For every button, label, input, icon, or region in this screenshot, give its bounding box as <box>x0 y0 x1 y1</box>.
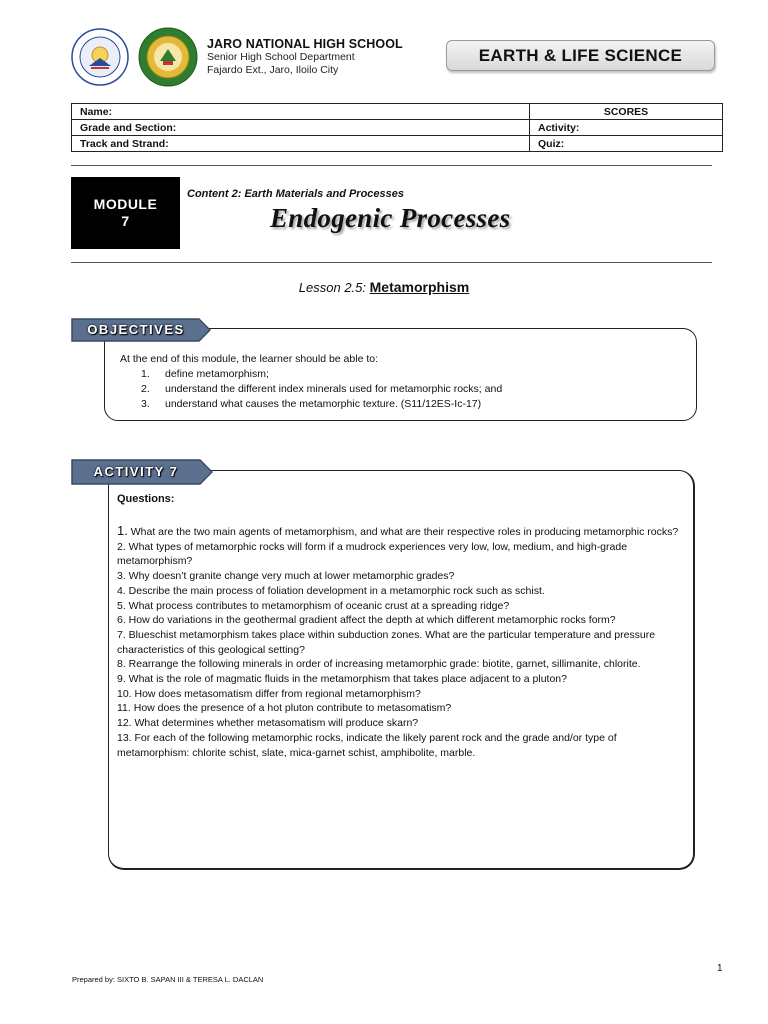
list-item: 4. Describe the main process of foliation development in a metamorphic rock such as schist. <box>117 584 545 597</box>
list-item: 8. Rearrange the following minerals in order of increasing metamorphic grade: biotite, garnet, sillimanite, chlorite. <box>117 658 641 671</box>
page-title: Endogenic Processes <box>270 203 511 233</box>
deped-seal-icon <box>71 28 129 86</box>
subject-badge: EARTH & LIFE SCIENCE <box>446 40 715 71</box>
module-badge <box>71 177 180 249</box>
questions-list <box>117 524 689 760</box>
list-item: 12. What determines whether metasomatism will produce skarn? <box>117 717 419 730</box>
activity-tab <box>71 459 213 483</box>
school-address: Fajardo Ext., Jaro, Iloilo City <box>207 64 339 76</box>
school-seal-icon <box>138 27 198 87</box>
scores-header: SCORES <box>530 104 723 120</box>
list-item: 13. For each of the following metamorphic rocks, indicate the likely parent rock and the grade and/or type of metamorphism: chlorite schist, slate, mica-garnet schist, amphibolite, marble. <box>117 731 617 759</box>
list-item: 3. Why doesn’t granite change very much at lower metamorphic grades? <box>117 570 455 583</box>
list-item: 1. What are the two main agents of metamorphism, and what are their respective roles in producing metamorphic rocks? <box>117 523 679 538</box>
school-info <box>207 38 403 77</box>
list-item: 3. understand what causes the metamorphic texture. (S11/12ES-Ic-17) <box>141 398 482 410</box>
content-label: Content 2: Earth Materials and Processes <box>187 188 405 200</box>
lesson-heading <box>0 279 768 295</box>
list-item: 11. How does the presence of a hot pluton contribute to metasomatism? <box>117 702 452 715</box>
quiz-score-field[interactable]: Quiz: <box>530 136 723 152</box>
list-item: 9. What is the role of magmatic fluids in the metamorphism that takes place adjacent to a pluton? <box>117 673 567 686</box>
lesson-prefix: Lesson 2.5: <box>298 280 366 295</box>
list-item: 6. How do variations in the geothermal gradient affect the depth at which different metamorphic rocks form? <box>117 614 616 627</box>
school-name: JARO NATIONAL HIGH SCHOOL <box>207 37 403 51</box>
school-department: Senior High School Department <box>207 51 355 63</box>
list-item: 2. What types of metamorphic rocks will form if a mudrock experiences very low, low, medium, and high-grade metamorphism? <box>117 540 628 568</box>
objectives-intro: At the end of this module, the learner should be able to: <box>120 353 379 365</box>
divider-top <box>71 165 712 166</box>
activity-score-field[interactable]: Activity: <box>530 120 723 136</box>
name-field[interactable]: Name: <box>72 104 530 120</box>
objectives-tab <box>71 318 211 342</box>
page-number: 1 <box>717 963 723 974</box>
grade-section-field[interactable]: Grade and Section: <box>72 120 530 136</box>
track-strand-field[interactable]: Track and Strand: <box>72 136 530 152</box>
list-item: 1. define metamorphism; <box>141 368 269 380</box>
student-info-table <box>71 103 723 152</box>
questions-heading: Questions: <box>117 493 175 505</box>
list-item: 7. Blueschist metamorphism takes place within subduction zones. What are the particular temperature and pressure characteristics of this geological setting? <box>117 628 656 656</box>
activity-tab-label: ACTIVITY 7 <box>93 464 179 479</box>
module-number: 7 <box>121 213 130 229</box>
list-item: 2. understand the different index minerals used for metamorphic rocks; and <box>141 383 503 395</box>
list-item: 10. How does metasomatism differ from regional metamorphism? <box>117 687 421 700</box>
objectives-list <box>141 367 502 412</box>
list-item: 5. What process contributes to metamorphism of oceanic crust at a spreading ridge? <box>117 599 510 612</box>
objectives-tab-label: OBJECTIVES <box>87 322 185 337</box>
divider-bottom <box>71 262 712 263</box>
prepared-by: Prepared by: SIXTO B. SAPAN III & TERESA L. DACLAN <box>72 975 264 984</box>
lesson-topic: Metamorphism <box>369 279 470 295</box>
module-label: MODULE <box>93 196 158 212</box>
